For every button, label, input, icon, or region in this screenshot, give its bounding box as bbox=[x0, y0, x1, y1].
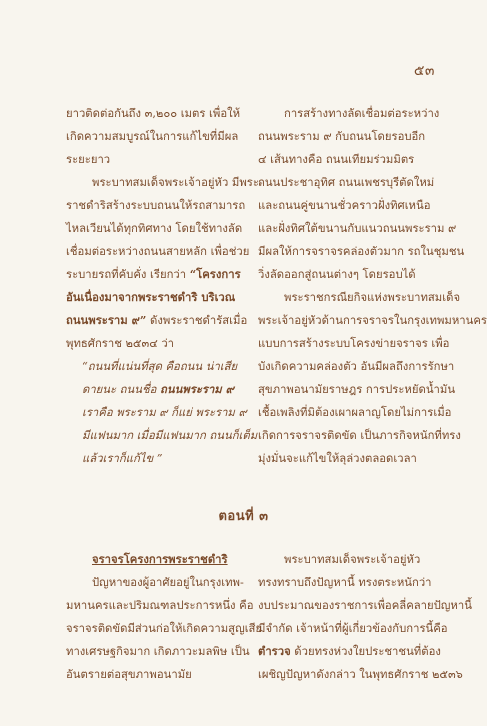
text-line: มีจำกัด เจ้าหน้าที่ผู้เกี่ยวข้องกับการนี้คือ bbox=[258, 622, 448, 635]
text-fragment: ด้วยทรงห่วงใยประชาชนที่ต้อง bbox=[290, 645, 441, 658]
text-line: บังเกิดความคล่องตัว อันมีผลถึงการรักษา bbox=[258, 360, 455, 373]
text-line: ยาวติดต่อกันถึง ๓,๒๐๐ เมตร เพื่อให้ bbox=[66, 107, 241, 120]
text-line: และฝั่งทิศใต้ขนานกับแนวถนนพระราม ๙ bbox=[258, 222, 457, 235]
text-line: พระบาทสมเด็จพระเจ้าอยู่หัว bbox=[284, 553, 421, 566]
text-line: การสร้างทางลัดเชื่อมต่อระหว่าง bbox=[284, 107, 440, 120]
quote-line: เราคือ พระราม ๙ ก็แย่ พระราม ๙ bbox=[82, 406, 247, 419]
text-line: มีผลให้การจราจรคล่องตัวมาก รถในชุมชน bbox=[258, 245, 465, 258]
quote-line: แล้วเราก็แก้ไข ” bbox=[82, 452, 163, 465]
text-line: มุ่งมั่นจะแก้ไขให้ลุล่วงตลอดเวลา bbox=[258, 452, 417, 465]
text-line bbox=[66, 309, 246, 332]
text-line: เชื้อเพลิงที่มิต้องเผาผลาญโดยไม่การเมื่อ bbox=[258, 406, 452, 419]
text-line: แบบการสร้างระบบโครงข่ายจราจร เพื่อ bbox=[258, 337, 450, 350]
project-name-line: อันเนื่องมาจากพระราชดำริ บริเวณ bbox=[66, 290, 236, 304]
page-number: ๕๓ bbox=[413, 63, 435, 79]
text-line: เผชิญปัญหาดังกล่าว ในพุทธศักราช ๒๕๓๖ bbox=[258, 668, 463, 681]
text-line: งบประมาณของราชการเพื่อคลี่คลายปัญหานี้ bbox=[258, 599, 472, 612]
text-line: ถนนพระราม ๙ กับถนนโดยรอบอีก bbox=[258, 130, 426, 143]
text-fragment: ระบายรถที่คับคั่ง เรียกว่า bbox=[66, 268, 187, 281]
text-line: จราจรติดขัดมีส่วนก่อให้เกิดความสูญเสีย bbox=[66, 622, 263, 635]
text-line bbox=[66, 263, 246, 286]
top-right-column bbox=[258, 102, 487, 470]
quote-line bbox=[66, 378, 246, 401]
text-line: ไหลเวียนได้ทุกทิศทาง โดยใช้ทางลัด bbox=[66, 222, 243, 235]
text-line: ทางเศรษฐกิจมาก เกิดภาวะมลพิษ เป็น bbox=[66, 645, 250, 658]
text-line: พระบาทสมเด็จพระเจ้าอยู่หัว มีพระ- bbox=[92, 176, 263, 189]
text-fragment: ดังพระราชดำรัสเมื่อ bbox=[146, 314, 248, 327]
text-line: เกิดการจราจรติดขัด เป็นภารกิจหนักที่ทรง bbox=[258, 429, 461, 442]
project-name-end: ถนนพระราม ๙” bbox=[66, 313, 147, 327]
text-line: ทรงทราบถึงปัญหานี้ ทรงตระหนักว่า bbox=[258, 576, 432, 589]
top-left-column bbox=[66, 102, 263, 470]
quote-line: “ถนนที่แน่นที่สุด คือถนน น่าเสีย bbox=[82, 360, 238, 373]
text-line: พระเจ้าอยู่หัวด้านการจราจรในกรุงเทพมหานคร bbox=[258, 314, 487, 327]
text-line: เกิดความสมบูรณ์ในการแก้ไขที่มีผล bbox=[66, 130, 239, 143]
quote-line: มีแฟนมาก เมื่อมีแฟนมาก ถนนก็เต็ม bbox=[82, 429, 258, 442]
text-line: มหานครและปริมณฑลประการหนึ่ง คือ bbox=[66, 599, 254, 612]
project-name-start: “โครงการ bbox=[189, 267, 241, 281]
text-line: ปัญหาของผู้อาศัยอยู่ในกรุงเทพ- bbox=[92, 576, 244, 589]
text-line: อันตรายต่อสุขภาพอนามัย bbox=[66, 668, 192, 681]
text-line: ๔ เส้นทางคือ ถนนเทียมร่วมมิตร bbox=[258, 153, 415, 166]
section-title: ตอนที่ ๓ bbox=[218, 509, 269, 524]
text-line: เชื่อมต่อระหว่างถนนสายหลัก เพื่อช่วย bbox=[66, 245, 250, 258]
section-subheading: จราจรโครงการพระราชดำริ bbox=[92, 552, 228, 566]
bottom-left-column bbox=[66, 548, 263, 686]
text-line bbox=[258, 640, 441, 663]
text-line: วิ่งลัดออกสู่ถนนต่างๆ โดยรอบได้ bbox=[258, 268, 416, 281]
text-line: และถนนคู่ขนานชั่วคราวฝั่งทิศเหนือ bbox=[258, 199, 431, 212]
police-term: ตำรวจ bbox=[258, 644, 291, 658]
text-line: สุขภาพอนามัยราษฎร การประหยัดน้ำมัน bbox=[258, 383, 456, 396]
text-line: พุทธศักราช ๒๕๓๔ ว่า bbox=[66, 337, 175, 350]
text-line: พระราชกรณียกิจแห่งพระบาทสมเด็จ bbox=[284, 291, 461, 304]
quote-emphasis: ถนนพระราม ๙ bbox=[160, 382, 234, 396]
text-line: ระยะยาว bbox=[66, 153, 111, 166]
quote-fragment: ดายนะ ถนนชื่อ bbox=[82, 383, 157, 396]
text-line: ราชดำริสร้างระบบถนนให้รถสามารถ bbox=[66, 199, 246, 212]
text-line: ถนนประชาอุทิศ ถนนเพชรบุรีตัดใหม่ bbox=[258, 176, 435, 189]
bottom-right-column bbox=[258, 548, 472, 686]
